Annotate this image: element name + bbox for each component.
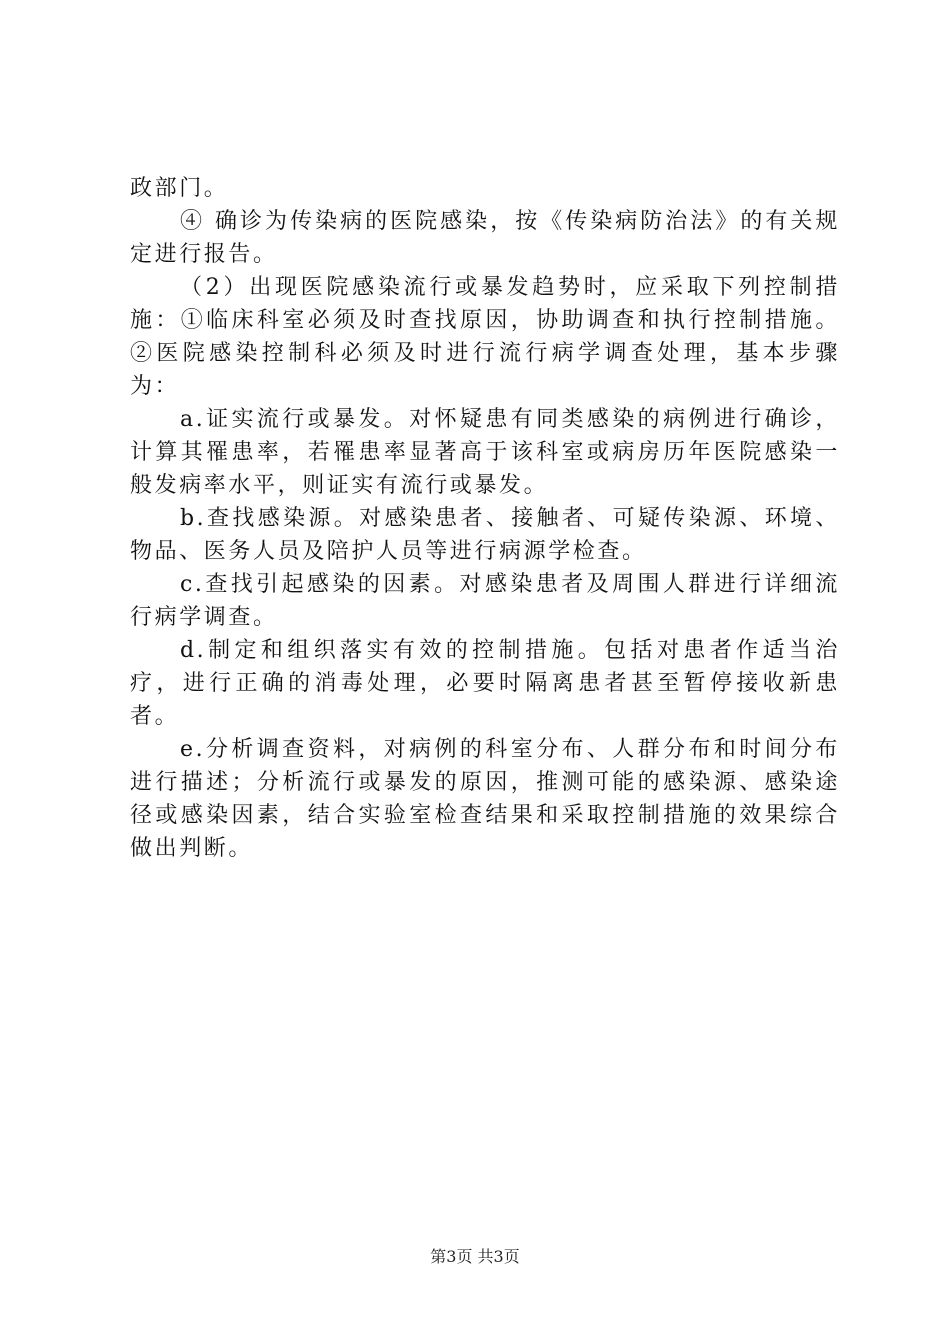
paragraph-step-e: e.分析调查资料，对病例的科室分布、人群分布和时间分布进行描述；分析流行或暴发的原因，推测可能的感染源、感染途径或感染因素，结合实验室检查结果和采取控制措施的效果综合做出判断。 — [130, 737, 840, 861]
page-footer: 第3页 共3页 — [430, 1247, 520, 1266]
paragraph-outbreak-measures: （2）出现医院感染流行或暴发趋势时，应采取下列控制措施：①临床科室必须及时查找原因，协助调查和执行控制措施。②医院感染控制科必须及时进行流行病学调查处理，基本步骤为： — [130, 275, 840, 399]
document-body — [130, 172, 840, 865]
paragraph-report-rule: ④ 确诊为传染病的医院感染，按《传染病防治法》的有关规定进行报告。 — [130, 209, 840, 267]
paragraph-step-d: d.制定和组织落实有效的控制措施。包括对患者作适当治疗，进行正确的消毒处理，必要时隔离患者甚至暂停接收新患者。 — [130, 638, 840, 729]
paragraph-continuation: 政部门。 — [130, 176, 229, 201]
paragraph-step-b: b.查找感染源。对感染患者、接触者、可疑传染源、环境、物品、医务人员及陪护人员等进行病源学检查。 — [130, 506, 840, 564]
paragraph-step-c: c.查找引起感染的因素。对感染患者及周围人群进行详细流行病学调查。 — [130, 572, 840, 630]
paragraph-step-a: a.证实流行或暴发。对怀疑患有同类感染的病例进行确诊，计算其罹患率，若罹患率显著高于该科室或病房历年医院感染一般发病率水平，则证实有流行或暴发。 — [130, 407, 840, 498]
